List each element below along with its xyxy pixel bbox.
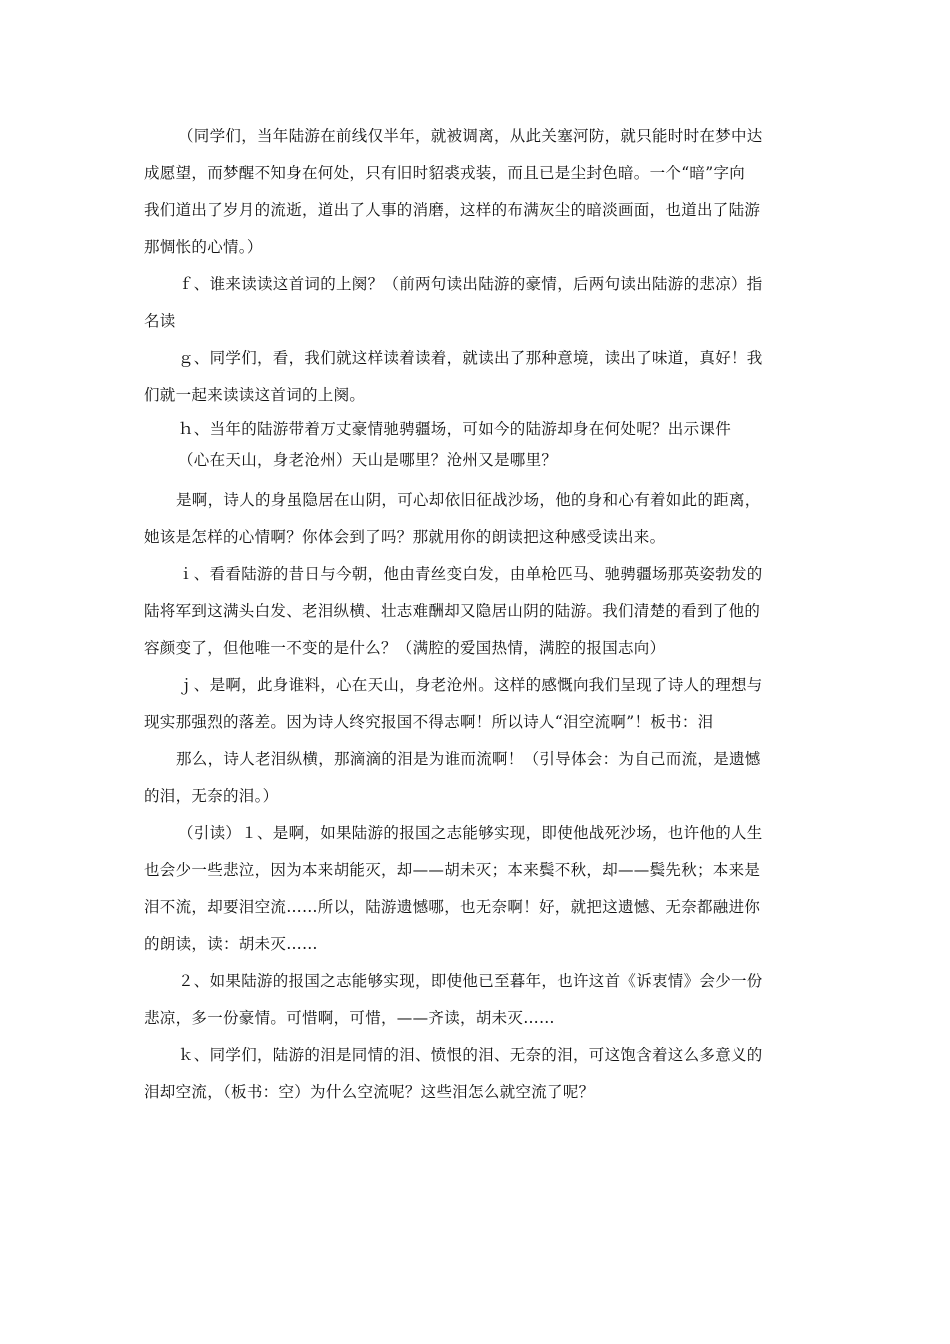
- text-line: ｆ、谁来读读这首词的上阕？（前两句读出陆游的豪情，后两句读出陆游的悲凉）指: [178, 275, 763, 293]
- text-line: 她该是怎样的心情啊？你体会到了吗？那就用你的朗读把这种感受读出来。: [144, 528, 666, 546]
- text-line: （引读）１、是啊，如果陆游的报国之志能够实现，即使他战死沙场，也许他的人生: [178, 824, 763, 842]
- text-line: 陆将军到这满头白发、老泪纵横、壮志难酬却又隐居山阴的陆游。我们清楚的看到了他的: [144, 602, 761, 620]
- paragraph-step-h: [144, 414, 808, 476]
- text-line: （同学们，当年陆游在前线仅半年，就被调离，从此关塞河防，就只能时时在梦中达: [178, 127, 763, 145]
- text-line: 泪却空流，（板书：空）为什么空流呢？这些泪怎么就空流了呢？: [144, 1083, 595, 1101]
- paragraph-step-g: [144, 340, 808, 414]
- document-body: [144, 118, 808, 1111]
- text-line: 的朗读，读：胡未灭……: [144, 935, 318, 953]
- text-line: 我们道出了岁月的流逝，道出了人事的消磨，这样的布满灰尘的暗淡画面，也道出了陆游: [144, 201, 761, 219]
- text-line: 现实那强烈的落差。因为诗人终究报国不得志啊！所以诗人“泪空流啊”！板书：泪: [144, 713, 714, 731]
- text-line: ｇ、同学们，看，我们就这样读着读着，就读出了那种意境，读出了味道，真好！我: [178, 349, 763, 367]
- text-line: 名读: [144, 312, 176, 330]
- text-line: ｋ、同学们，陆游的泪是同情的泪、愤恨的泪、无奈的泪，可这饱含着这么多意义的: [178, 1046, 763, 1064]
- paragraph-guided-reading-2: [144, 963, 808, 1037]
- text-line: ２、如果陆游的报国之志能够实现，即使他已至暮年，也许这首《诉衷情》会少一份: [178, 972, 763, 990]
- paragraph-dream-context: [144, 118, 808, 266]
- text-line: 也会少一些悲泣，因为本来胡能灭，却——胡未灭；本来鬓不秋，却——鬓先秋；本来是: [144, 861, 761, 879]
- paragraph-step-i: [144, 556, 808, 667]
- text-line: 那惆怅的心情。）: [144, 238, 263, 256]
- text-line: 成愿望，而梦醒不知身在何处，只有旧时貂裘戎装，而且已是尘封色暗。一个“暗”字向: [144, 164, 746, 182]
- text-line: 容颜变了，但他唯一不变的是什么？（满腔的爱国热情，满腔的报国志向）: [144, 639, 666, 657]
- text-line: 们就一起来读读这首词的上阕。: [144, 386, 366, 404]
- text-line: 悲凉，多一份豪情。可惜啊，可惜，——齐读，胡未灭……: [144, 1009, 555, 1027]
- text-line: 是啊，诗人的身虽隐居在山阴，可心却依旧征战沙场，他的身和心有着如此的距离，: [176, 491, 761, 509]
- paragraph-guided-reading-1: [144, 815, 808, 963]
- text-line: ｈ、当年的陆游带着万丈豪情驰骋疆场，可如今的陆游却身在何处呢？出示课件: [178, 420, 732, 438]
- paragraph-body-mind-distance: [144, 482, 808, 556]
- text-line: ｊ、是啊，此身谁料，心在天山，身老沧州。这样的感慨向我们呈现了诗人的理想与: [178, 676, 763, 694]
- text-line: 泪不流，却要泪空流……所以，陆游遗憾哪，也无奈啊！好，就把这遗憾、无奈都融进你: [144, 898, 761, 916]
- text-line: ｉ、看看陆游的昔日与今朝，他由青丝变白发，由单枪匹马、驰骋疆场那英姿勃发的: [178, 565, 763, 583]
- paragraph-tears-reason: [144, 741, 808, 815]
- paragraph-step-f: [144, 266, 808, 340]
- paragraph-step-j: [144, 667, 808, 741]
- text-line: （心在天山，身老沧州）天山是哪里？沧州又是哪里？: [178, 451, 558, 469]
- text-line: 的泪，无奈的泪。）: [144, 787, 279, 805]
- paragraph-step-k: [144, 1037, 808, 1111]
- text-line: 那么，诗人老泪纵横，那滴滴的泪是为谁而流啊！（引导体会：为自己而流，是遗憾: [176, 750, 761, 768]
